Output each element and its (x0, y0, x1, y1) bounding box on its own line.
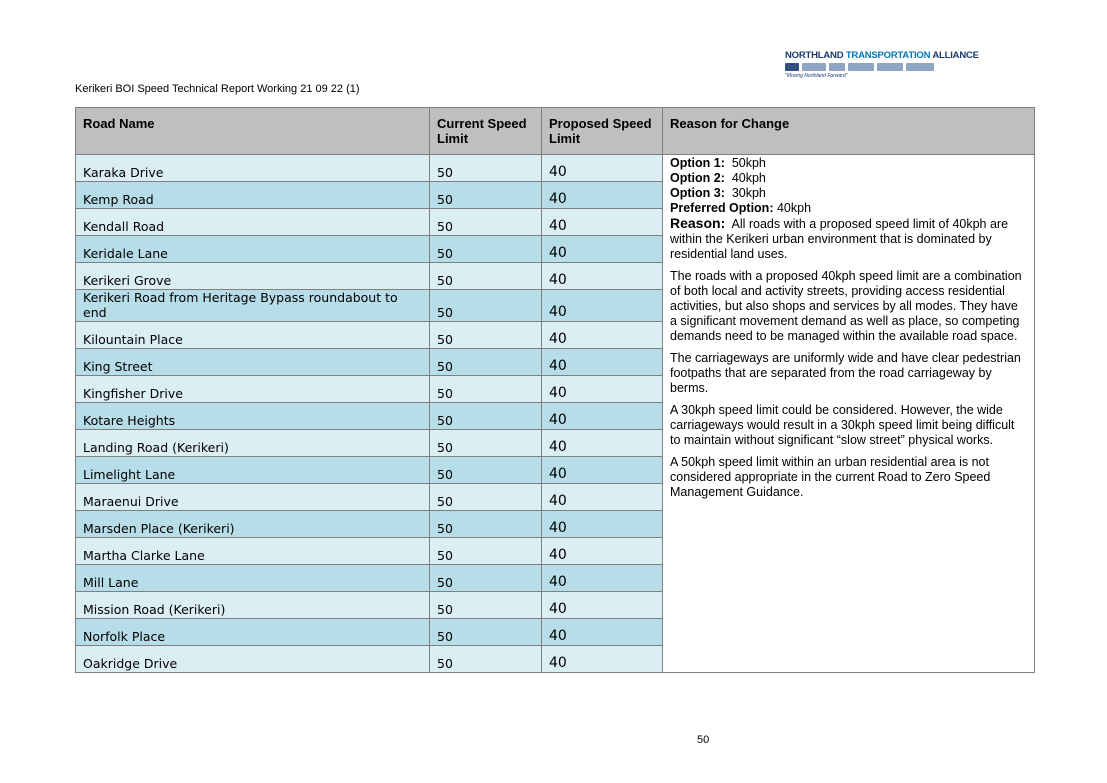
column-header-road-name: Road Name (76, 108, 430, 155)
road-name-cell: Limelight Lane (76, 457, 430, 484)
road-name-cell: Kendall Road (76, 209, 430, 236)
logo-title (785, 50, 979, 61)
table-row (76, 155, 1035, 182)
option-1-line (670, 156, 1027, 171)
option-2-label: Option 2: (670, 171, 725, 185)
option-3-value: 30kph (731, 186, 766, 200)
document-title: Kerikeri BOI Speed Technical Report Working 21 09 22 (1) (75, 83, 360, 95)
logo-text-accent: TRANSPORTATION (845, 50, 931, 61)
proposed-speed-cell: 40 (542, 619, 663, 646)
current-speed-cell: 50 (430, 619, 542, 646)
reason-text: All roads with a proposed speed limit of 40kph are within the Kerikeri urban environment that is dominated by residential land uses. (670, 217, 1009, 261)
option-3-line (670, 186, 1027, 201)
speed-limit-table (75, 107, 1035, 673)
current-speed-cell: 50 (430, 565, 542, 592)
current-speed-cell: 50 (430, 457, 542, 484)
current-speed-cell: 50 (430, 403, 542, 430)
road-name-cell: Marsden Place (Kerikeri) (76, 511, 430, 538)
road-name-cell: Mission Road (Kerikeri) (76, 592, 430, 619)
table-header-row (76, 108, 1035, 155)
reason-paragraph-3: A 30kph speed limit could be considered. However, the wide carriageways would result in a 30kph speed limit being difficult to maintain without significant “slow street” physical works. (670, 403, 1015, 447)
road-name-cell: Mill Lane (76, 565, 430, 592)
current-speed-cell: 50 (430, 349, 542, 376)
reason-for-change-cell (663, 155, 1035, 673)
road-name-cell: Maraenui Drive (76, 484, 430, 511)
current-speed-cell: 50 (430, 646, 542, 673)
road-name-cell: Kerikeri Road from Heritage Bypass roundabout to end (76, 290, 430, 322)
road-name-cell: Kerikeri Grove (76, 263, 430, 290)
partner-logo-icon (877, 63, 903, 71)
current-speed-cell: 50 (430, 182, 542, 209)
proposed-speed-cell: 40 (542, 592, 663, 619)
road-name-cell: Karaka Drive (76, 155, 430, 182)
current-speed-cell: 50 (430, 322, 542, 349)
proposed-speed-cell: 40 (542, 290, 663, 322)
reason-paragraph-1: The roads with a proposed 40kph speed limit are a combination of both local and activity streets, providing access residential activities, but also shops and services by all modes. They have a significant movement demand as well as place, so competing demands need to be managed within the available road space. (670, 269, 1022, 343)
partner-logo-icon (802, 63, 826, 71)
page-number: 50 (697, 734, 710, 746)
reason-paragraph (670, 216, 1027, 262)
proposed-speed-cell: 40 (542, 376, 663, 403)
road-name-cell: Oakridge Drive (76, 646, 430, 673)
road-name-cell: Norfolk Place (76, 619, 430, 646)
current-speed-cell: 50 (430, 155, 542, 182)
preferred-option-label: Preferred Option: (670, 201, 774, 215)
proposed-speed-cell: 40 (542, 322, 663, 349)
partner-logo-icon (848, 63, 874, 71)
reason-paragraph-4: A 50kph speed limit within an urban residential area is not considered appropriate in the current Road to Zero Speed Management Guidance. (670, 455, 991, 499)
current-speed-cell: 50 (430, 484, 542, 511)
proposed-speed-cell: 40 (542, 565, 663, 592)
reason-label: Reason: (670, 215, 726, 231)
reason-paragraph-2: The carriageways are uniformly wide and have clear pedestrian footpaths that are separated from the road carriageway by berms. (670, 351, 1021, 395)
alliance-logo (785, 50, 979, 82)
road-name-cell: Keridale Lane (76, 236, 430, 263)
proposed-speed-cell: 40 (542, 209, 663, 236)
road-name-cell: Kingfisher Drive (76, 376, 430, 403)
partner-logo-icon (785, 63, 799, 71)
current-speed-cell: 50 (430, 511, 542, 538)
current-speed-cell: 50 (430, 263, 542, 290)
preferred-option-line (670, 201, 1027, 216)
proposed-speed-cell: 40 (542, 155, 663, 182)
proposed-speed-cell: 40 (542, 236, 663, 263)
proposed-speed-cell: 40 (542, 511, 663, 538)
current-speed-cell: 50 (430, 376, 542, 403)
logo-tagline: "Moving Northland Forward" (785, 73, 848, 79)
road-name-cell: Martha Clarke Lane (76, 538, 430, 565)
proposed-speed-cell: 40 (542, 484, 663, 511)
partner-logos (785, 63, 955, 71)
partner-logo-icon (906, 63, 934, 71)
road-name-cell: Kemp Road (76, 182, 430, 209)
option-2-line (670, 171, 1027, 186)
current-speed-cell: 50 (430, 209, 542, 236)
current-speed-cell: 50 (430, 538, 542, 565)
option-1-value: 50kph (731, 156, 766, 170)
option-2-value: 40kph (731, 171, 766, 185)
road-name-cell: Kilountain Place (76, 322, 430, 349)
logo-text-main: NORTHLAND (785, 50, 846, 61)
proposed-speed-cell: 40 (542, 263, 663, 290)
logo-text-end: ALLIANCE (930, 50, 979, 61)
column-header-reason: Reason for Change (663, 108, 1035, 155)
current-speed-cell: 50 (430, 236, 542, 263)
preferred-option-value: 40kph (776, 201, 812, 215)
proposed-speed-cell: 40 (542, 457, 663, 484)
option-1-label: Option 1: (670, 156, 725, 170)
current-speed-cell: 50 (430, 592, 542, 619)
column-header-proposed-speed: Proposed Speed Limit (542, 108, 663, 155)
proposed-speed-cell: 40 (542, 430, 663, 457)
partner-logo-icon (829, 63, 845, 71)
proposed-speed-cell: 40 (542, 538, 663, 565)
column-header-current-speed: Current Speed Limit (430, 108, 542, 155)
road-name-cell: Kotare Heights (76, 403, 430, 430)
current-speed-cell: 50 (430, 430, 542, 457)
proposed-speed-cell: 40 (542, 403, 663, 430)
proposed-speed-cell: 40 (542, 349, 663, 376)
option-3-label: Option 3: (670, 186, 725, 200)
current-speed-cell: 50 (430, 290, 542, 322)
proposed-speed-cell: 40 (542, 182, 663, 209)
road-name-cell: King Street (76, 349, 430, 376)
road-name-cell: Landing Road (Kerikeri) (76, 430, 430, 457)
proposed-speed-cell: 40 (542, 646, 663, 673)
